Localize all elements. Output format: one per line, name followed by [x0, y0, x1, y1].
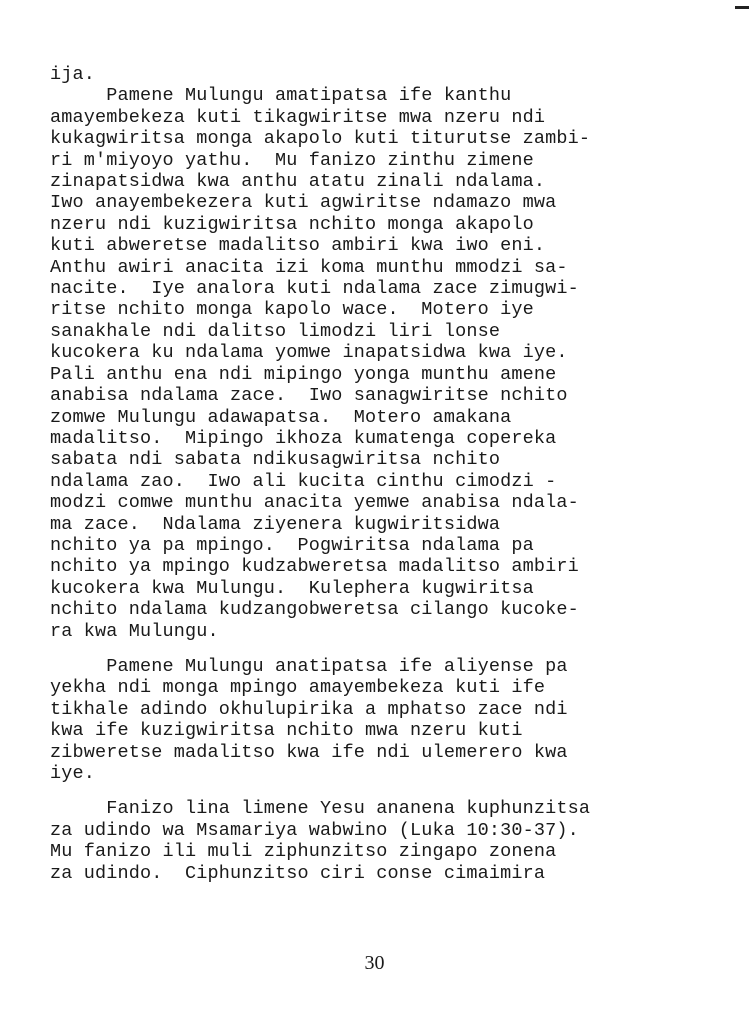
body-text [50, 64, 690, 884]
paragraph-faithful-stewards: Pamene Mulungu anatipatsa ife aliyense pa yekha ndi monga mpingo amayembekeza kuti ife tikhale adindo okhulupirika a mphatso zace ndi kwa ife kuzigwiritsa nchito mwa nzeru kuti zibweretse madalitso kwa ife ndi ulemerero kwa iye. [50, 655, 568, 784]
scan-edge-mark [735, 6, 749, 9]
paragraph-stewardship-money: ija. Pamene Mulungu amatipatsa ife kanthu amayembekeza kuti tikagwiritse mwa nzeru ndi kukagwiritsa monga akapolo kuti titurutse zambi- ri m'miyoyo yathu. Mu fanizo zinthu zimene zinapatsidwa kwa anthu atatu zinali ndalama. Iwo anayembekezera kuti agwiritse ndamazo mwa nzeru ndi kuzigwiritsa nchito monga akapolo kuti abweretse madalitso ambiri kwa iwo eni. Anthu awiri anacita izi koma munthu mmodzi sa- nacite. Iye analora kuti ndalama zace zimugwi- ritse nchito monga kapolo wace. Motero iye sanakhale ndi dalitso limodzi liri lonse kucokera ku ndalama yomwe inapatsidwa kwa iye. Pali anthu ena ndi mipingo yonga munthu amene anabisa ndalama zace. Iwo sanagwiritse nchito zomwe Mulungu adawapatsa. Motero amakana madalitso. Mipingo ikhoza kumatenga copereka sabata ndi sabata ndikusagwiritsa nchito ndalama zao. Iwo ali kucita cinthu cimodzi - modzi comwe munthu anacita yemwe anabisa ndala- ma zace. Ndalama ziyenera kugwiritsidwa nchito ya pa mpingo. Pogwiritsa ndalama pa nchito ya mpingo kudzabweretsa madalitso ambiri kucokera kwa Mulungu. Kulephera kugwiritsa nchito ndalama kudzangobweretsa cilango kucoke- ra kwa Mulungu. [50, 64, 591, 642]
paragraph-good-samaritan: Fanizo lina limene Yesu ananena kuphunzitsa za udindo wa Msamariya wabwino (Luka 10:30-37). Mu fanizo ili muli ziphunzitso zingapo zonena za udindo. Ciphunzitso ciri conse cimaimira [50, 798, 591, 884]
page-number: 30 [364, 952, 385, 974]
